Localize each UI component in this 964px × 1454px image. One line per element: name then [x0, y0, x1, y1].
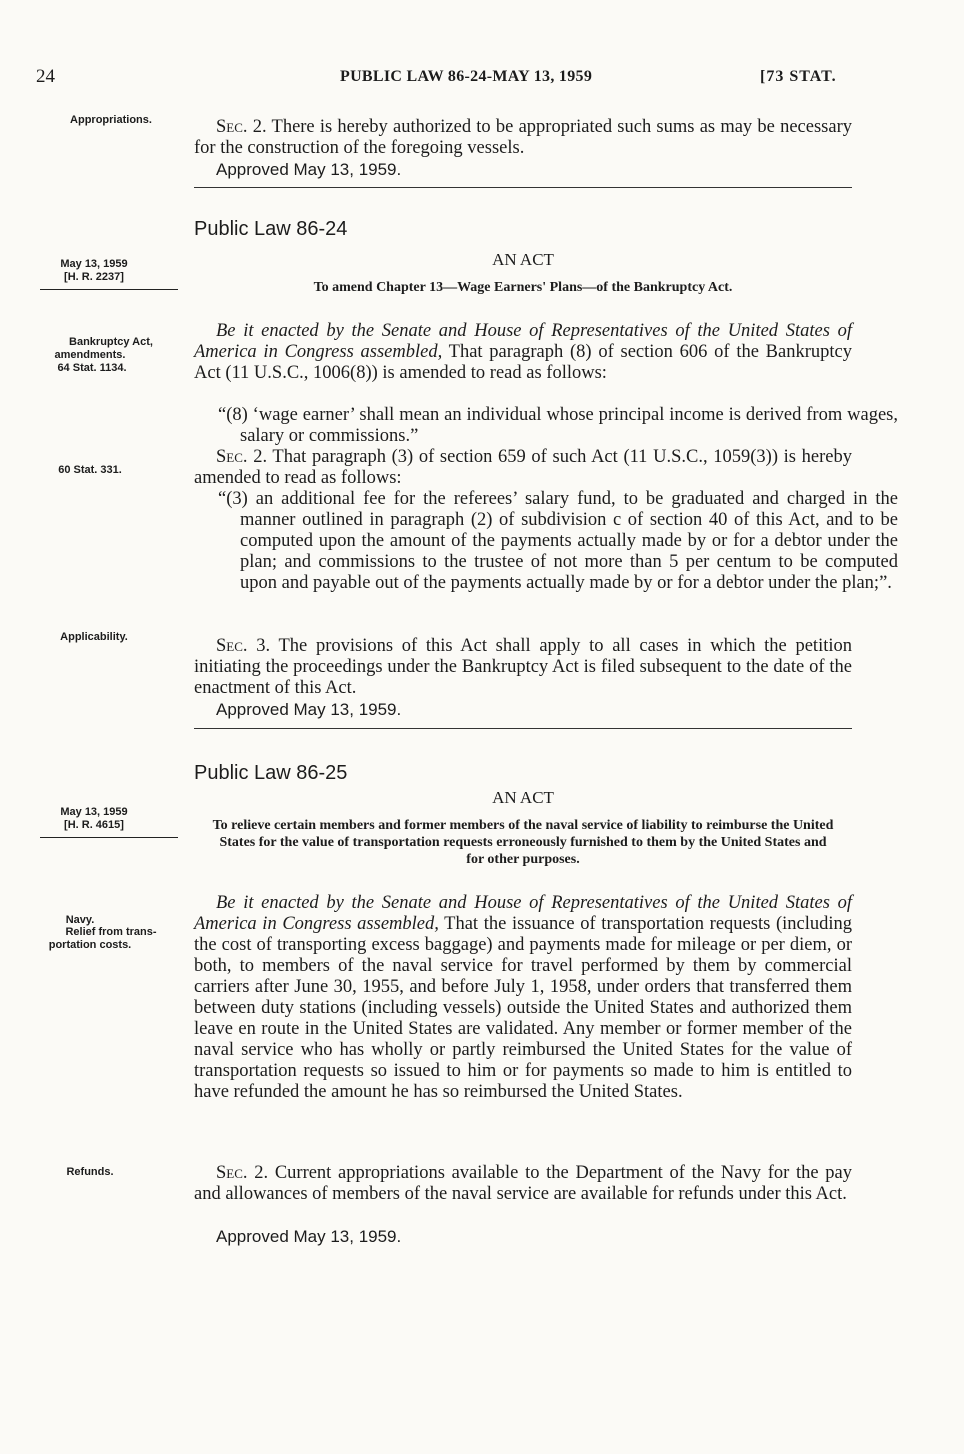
page-number: 24: [36, 66, 55, 87]
margin-note-60-stat: 60 Stat. 331.: [58, 464, 122, 476]
statute-reference: [73 STAT.: [760, 68, 837, 85]
margin-note-applicability: Applicability.: [60, 631, 128, 643]
pl-86-25-title: Public Law 86-25: [194, 762, 348, 784]
pl-86-25-an-act: AN ACT: [492, 788, 554, 807]
margin-note-pl25-date: May 13, 1959: [60, 806, 128, 818]
running-title: PUBLIC LAW 86-24-MAY 13, 1959: [340, 68, 593, 85]
margin-note-bankruptcy-1: Bankruptcy Act,: [69, 336, 153, 348]
margin-note-bankruptcy-3: 64 Stat. 1134.: [57, 362, 127, 374]
prior-act-approved: Approved May 13, 1959.: [216, 160, 402, 179]
pl-86-24-title: Public Law 86-24: [194, 218, 348, 240]
margin-note-appropriations: Appropriations.: [70, 114, 152, 126]
section-text: Current appropriations available to the Department of the Navy for the pay and allowances of members of the naval service are available for refunds under this Act.: [194, 1163, 852, 1204]
pl-86-24-an-act: AN ACT: [492, 250, 554, 269]
margin-note-bankruptcy-2: amendments.: [54, 349, 126, 361]
margin-note-navy-3: portation costs.: [48, 939, 132, 951]
pl-86-24-purpose: To amend Chapter 13—Wage Earners' Plans—of the Bankruptcy Act.: [313, 280, 733, 295]
pl-86-25-purpose: To relieve certain members and former members of the naval service of liability to reimburse the United States for the value of transportation requests erroneously furnished to them by the United States and for other purposes.: [212, 818, 834, 867]
pl-86-24-quote-8: “(8) ‘wage earner’ shall mean an individual whose principal income is derived from wages, salary or commissions.”: [218, 405, 898, 446]
pl-86-24-section-3: [194, 636, 852, 699]
enacting-text: That the issuance of transportation requests (including the cost of transporting excess baggage) and payments made for mileage or per diem, or both, to members of the naval service for travel performed by them by commercial carriers after June 30, 1955, and before July 1, 1958, under orders that transferred them between duty stations (including vessels) outside the United States and authorized them leave en route in the United States are validated. Any member or former member of the naval service who has wholly or partly reimbursed the United States for the value of transportation requests so issued to him or for payments so made to him is entitled to have refunded the amount he has so reimbursed the United States.: [194, 914, 852, 1102]
pl-86-24-approved: Approved May 13, 1959.: [216, 700, 402, 719]
section-label: Sec. 2.: [216, 447, 268, 467]
section-label: Sec. 3.: [216, 636, 271, 656]
section-label: Sec. 2.: [216, 1163, 269, 1183]
margin-note-navy-2: Relief from trans-: [65, 926, 157, 938]
pl-86-25-enacting-clause: [194, 893, 852, 1103]
margin-note-navy-1: Navy.: [65, 914, 95, 926]
act-divider: [194, 728, 852, 729]
pl-86-24-enacting-clause: [194, 321, 852, 384]
enacting-text: That paragraph (8) of section 606 of the Bankruptcy Act (11 U.S.C., 1006(8)) is amended to read as follows:: [194, 342, 852, 383]
margin-note-pl25-hr: [H. R. 4615]: [64, 819, 124, 831]
margin-note-pl24-hr: [H. R. 2237]: [64, 271, 124, 283]
margin-note-refunds: Refunds.: [66, 1166, 114, 1178]
margin-divider: [40, 837, 178, 838]
section-label: Sec. 2.: [216, 117, 267, 137]
section-text: The provisions of this Act shall apply to all cases in which the petition initiating the proceedings under the Bankruptcy Act is filed subsequent to the date of the enactment of this Act.: [194, 636, 852, 698]
pl-86-24-section-2: [194, 447, 852, 489]
pl-86-25-approved: Approved May 13, 1959.: [216, 1227, 402, 1246]
act-divider: [194, 187, 852, 188]
margin-divider: [40, 289, 178, 290]
prior-act-section-2: [194, 117, 852, 159]
pl-86-24-quote-3: “(3) an additional fee for the referees’ salary fund, to be graduated and charged in the manner outlined in paragraph (2) of subdivision c of section 40 of this Act, and to be computed upon the amount of the payments actually made by or for a debtor under the plan; and commissions to the trustee of not more than 5 per centum to be computed upon and payable out of the payments actually made by or for a debtor under the plan;”.: [218, 489, 898, 593]
enacting-formula: Be it enacted by the Senate and House of Representatives of the United States of America in Congress assembled,: [194, 321, 852, 362]
section-text: That paragraph (3) of section 659 of such Act (11 U.S.C., 1059(3)) is hereby amended to read as follows:: [194, 447, 852, 488]
pl-86-25-section-2: [194, 1163, 852, 1205]
section-text: There is hereby authorized to be appropriated such sums as may be necessary for the construction of the foregoing vessels.: [194, 117, 852, 158]
page-header: [0, 66, 964, 90]
margin-note-pl24-date: May 13, 1959: [60, 258, 128, 270]
enacting-formula: Be it enacted by the Senate and House of Representatives of the United States of America in Congress assembled,: [194, 893, 852, 934]
